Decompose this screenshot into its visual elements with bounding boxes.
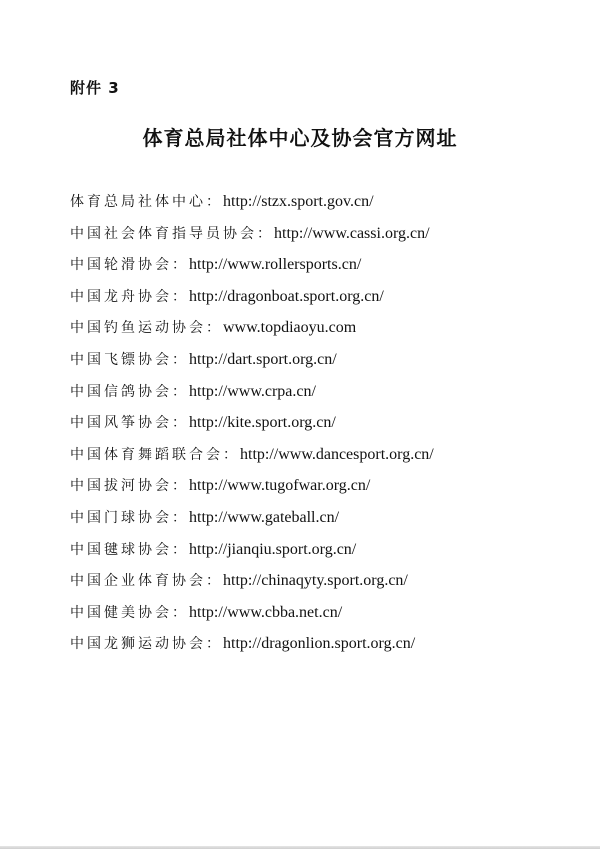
list-item [70,601,434,633]
association-url-list [70,190,434,664]
association-url: http://kite.sport.org.cn/ [189,414,336,432]
association-name: 中国飞镖协会： [70,351,189,368]
association-url: http://www.tugofwar.org.cn/ [189,477,371,495]
association-name: 中国拔河协会： [70,478,189,495]
association-url: www.topdiaoyu.com [223,319,357,337]
association-name: 中国风筝协会： [70,415,189,432]
association-name: 中国轮滑协会： [70,257,189,274]
association-url: http://www.dancesport.org.cn/ [240,445,434,463]
association-name: 中国钓鱼运动协会： [70,320,223,337]
association-name: 中国企业体育协会： [70,573,223,590]
association-url: http://dragonlion.sport.org.cn/ [223,635,416,653]
list-item [70,632,434,664]
list-item [70,316,434,348]
list-item [70,380,434,412]
list-item [70,474,434,506]
list-item [70,443,434,475]
association-url: http://www.cbba.net.cn/ [189,603,343,621]
association-url: http://jianqiu.sport.org.cn/ [189,540,357,558]
association-name: 中国门球协会： [70,509,189,526]
association-name: 中国健美协会： [70,604,189,621]
association-name: 中国龙狮运动协会： [70,636,223,653]
association-url: http://www.crpa.cn/ [189,382,316,400]
list-item [70,569,434,601]
list-item [70,538,434,570]
document-title: 体育总局社体中心及协会官方网址 [142,126,458,150]
association-url: http://stzx.sport.gov.cn/ [223,193,374,210]
association-name: 中国龙舟协会： [70,288,189,305]
association-url: http://www.cassi.org.cn/ [274,224,430,242]
association-name: 中国体育舞蹈联合会： [70,446,240,463]
association-name: 中国信鸽协会： [70,383,189,400]
list-item [70,253,434,285]
association-url: http://www.gateball.cn/ [189,508,340,526]
association-url: http://dart.sport.org.cn/ [189,350,337,368]
association-name: 中国毽球协会： [70,541,189,558]
list-item [70,506,434,538]
association-name: 体育总局社体中心： [70,194,223,210]
list-item [70,190,434,222]
association-url: http://dragonboat.sport.org.cn/ [189,287,384,305]
attachment-label: 附件 3 [70,79,120,97]
list-item [70,222,434,254]
list-item [70,411,434,443]
association-url: http://chinaqyty.sport.org.cn/ [223,572,408,590]
association-url: http://www.rollersports.cn/ [189,256,362,274]
list-item [70,285,434,317]
association-name: 中国社会体育指导员协会： [70,225,274,242]
list-item [70,348,434,380]
